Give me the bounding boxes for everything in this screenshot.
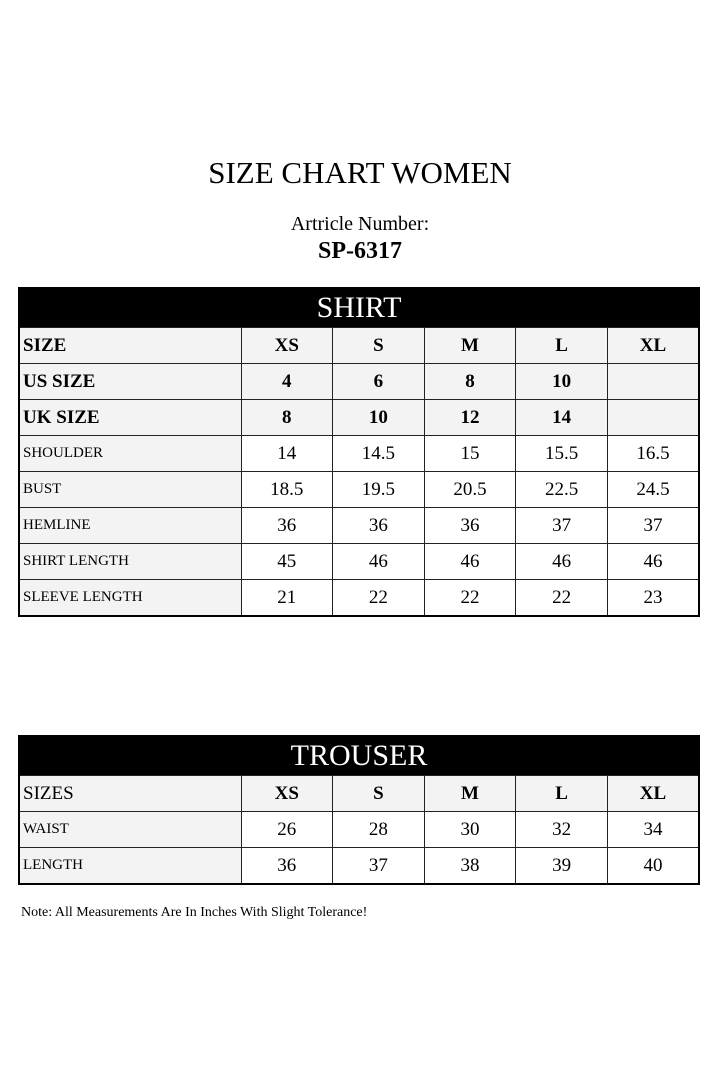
cell-value: 21 xyxy=(241,580,333,617)
cell-value: 22 xyxy=(516,580,608,617)
header-row xyxy=(19,776,699,812)
cell-value: 36 xyxy=(241,508,333,544)
row-label: BUST xyxy=(19,472,241,508)
cell-value: 18.5 xyxy=(241,472,333,508)
cell-value: 37 xyxy=(333,848,425,885)
cell-value: 40 xyxy=(607,848,699,885)
cell-value: M xyxy=(424,328,516,364)
row-label: LENGTH xyxy=(19,848,241,885)
cell-value: 30 xyxy=(424,812,516,848)
cell-value: 12 xyxy=(424,400,516,436)
cell-value: XS xyxy=(241,328,333,364)
cell-value xyxy=(607,400,699,436)
cell-value: 4 xyxy=(241,364,333,400)
cell-value: 24.5 xyxy=(607,472,699,508)
trouser-heading: TROUSER xyxy=(19,736,699,776)
row-label: SIZE xyxy=(19,328,241,364)
trouser-size-table xyxy=(18,735,700,885)
measurement-note: Note: All Measurements Are In Inches With Slight Tolerance! xyxy=(21,905,368,920)
table-row xyxy=(19,436,699,472)
page-title: SIZE CHART WOMEN xyxy=(208,155,512,190)
row-label: UK SIZE xyxy=(19,400,241,436)
cell-value: L xyxy=(516,328,608,364)
row-label: SIZES xyxy=(19,776,241,812)
cell-value: 37 xyxy=(516,508,608,544)
cell-value: 46 xyxy=(424,544,516,580)
cell-value: 8 xyxy=(424,364,516,400)
table-row xyxy=(19,508,699,544)
table-row xyxy=(19,580,699,617)
cell-value: 46 xyxy=(607,544,699,580)
cell-value: XS xyxy=(241,776,333,812)
row-label: HEMLINE xyxy=(19,508,241,544)
cell-value: 26 xyxy=(241,812,333,848)
cell-value xyxy=(607,364,699,400)
cell-value: 22.5 xyxy=(516,472,608,508)
cell-value: 34 xyxy=(607,812,699,848)
cell-value: 8 xyxy=(241,400,333,436)
row-label: US SIZE xyxy=(19,364,241,400)
cell-value: XL xyxy=(607,328,699,364)
table-row xyxy=(19,812,699,848)
header-row xyxy=(19,400,699,436)
shirt-size-table xyxy=(18,287,700,617)
cell-value: XL xyxy=(607,776,699,812)
cell-value: 28 xyxy=(333,812,425,848)
cell-value: 23 xyxy=(607,580,699,617)
header-row xyxy=(19,328,699,364)
article-number: SP-6317 xyxy=(318,238,402,264)
cell-value: 38 xyxy=(424,848,516,885)
cell-value: 10 xyxy=(516,364,608,400)
cell-value: 20.5 xyxy=(424,472,516,508)
shirt-heading: SHIRT xyxy=(19,288,699,328)
cell-value: 36 xyxy=(241,848,333,885)
cell-value: 15 xyxy=(424,436,516,472)
header-row xyxy=(19,364,699,400)
cell-value: L xyxy=(516,776,608,812)
row-label: SHIRT LENGTH xyxy=(19,544,241,580)
cell-value: 22 xyxy=(424,580,516,617)
row-label: WAIST xyxy=(19,812,241,848)
cell-value: 10 xyxy=(333,400,425,436)
cell-value: S xyxy=(333,328,425,364)
cell-value: 14 xyxy=(516,400,608,436)
cell-value: 36 xyxy=(333,508,425,544)
cell-value: 16.5 xyxy=(607,436,699,472)
cell-value: 36 xyxy=(424,508,516,544)
cell-value: 46 xyxy=(333,544,425,580)
cell-value: 39 xyxy=(516,848,608,885)
cell-value: 37 xyxy=(607,508,699,544)
row-label: SHOULDER xyxy=(19,436,241,472)
article-number-label: Artricle Number: xyxy=(290,213,430,235)
cell-value: 32 xyxy=(516,812,608,848)
row-label: SLEEVE LENGTH xyxy=(19,580,241,617)
cell-value: 46 xyxy=(516,544,608,580)
cell-value: 15.5 xyxy=(516,436,608,472)
cell-value: M xyxy=(424,776,516,812)
cell-value: 14 xyxy=(241,436,333,472)
cell-value: 19.5 xyxy=(333,472,425,508)
table-row xyxy=(19,848,699,885)
cell-value: 22 xyxy=(333,580,425,617)
table-row xyxy=(19,472,699,508)
cell-value: S xyxy=(333,776,425,812)
cell-value: 45 xyxy=(241,544,333,580)
cell-value: 14.5 xyxy=(333,436,425,472)
table-row xyxy=(19,544,699,580)
cell-value: 6 xyxy=(333,364,425,400)
